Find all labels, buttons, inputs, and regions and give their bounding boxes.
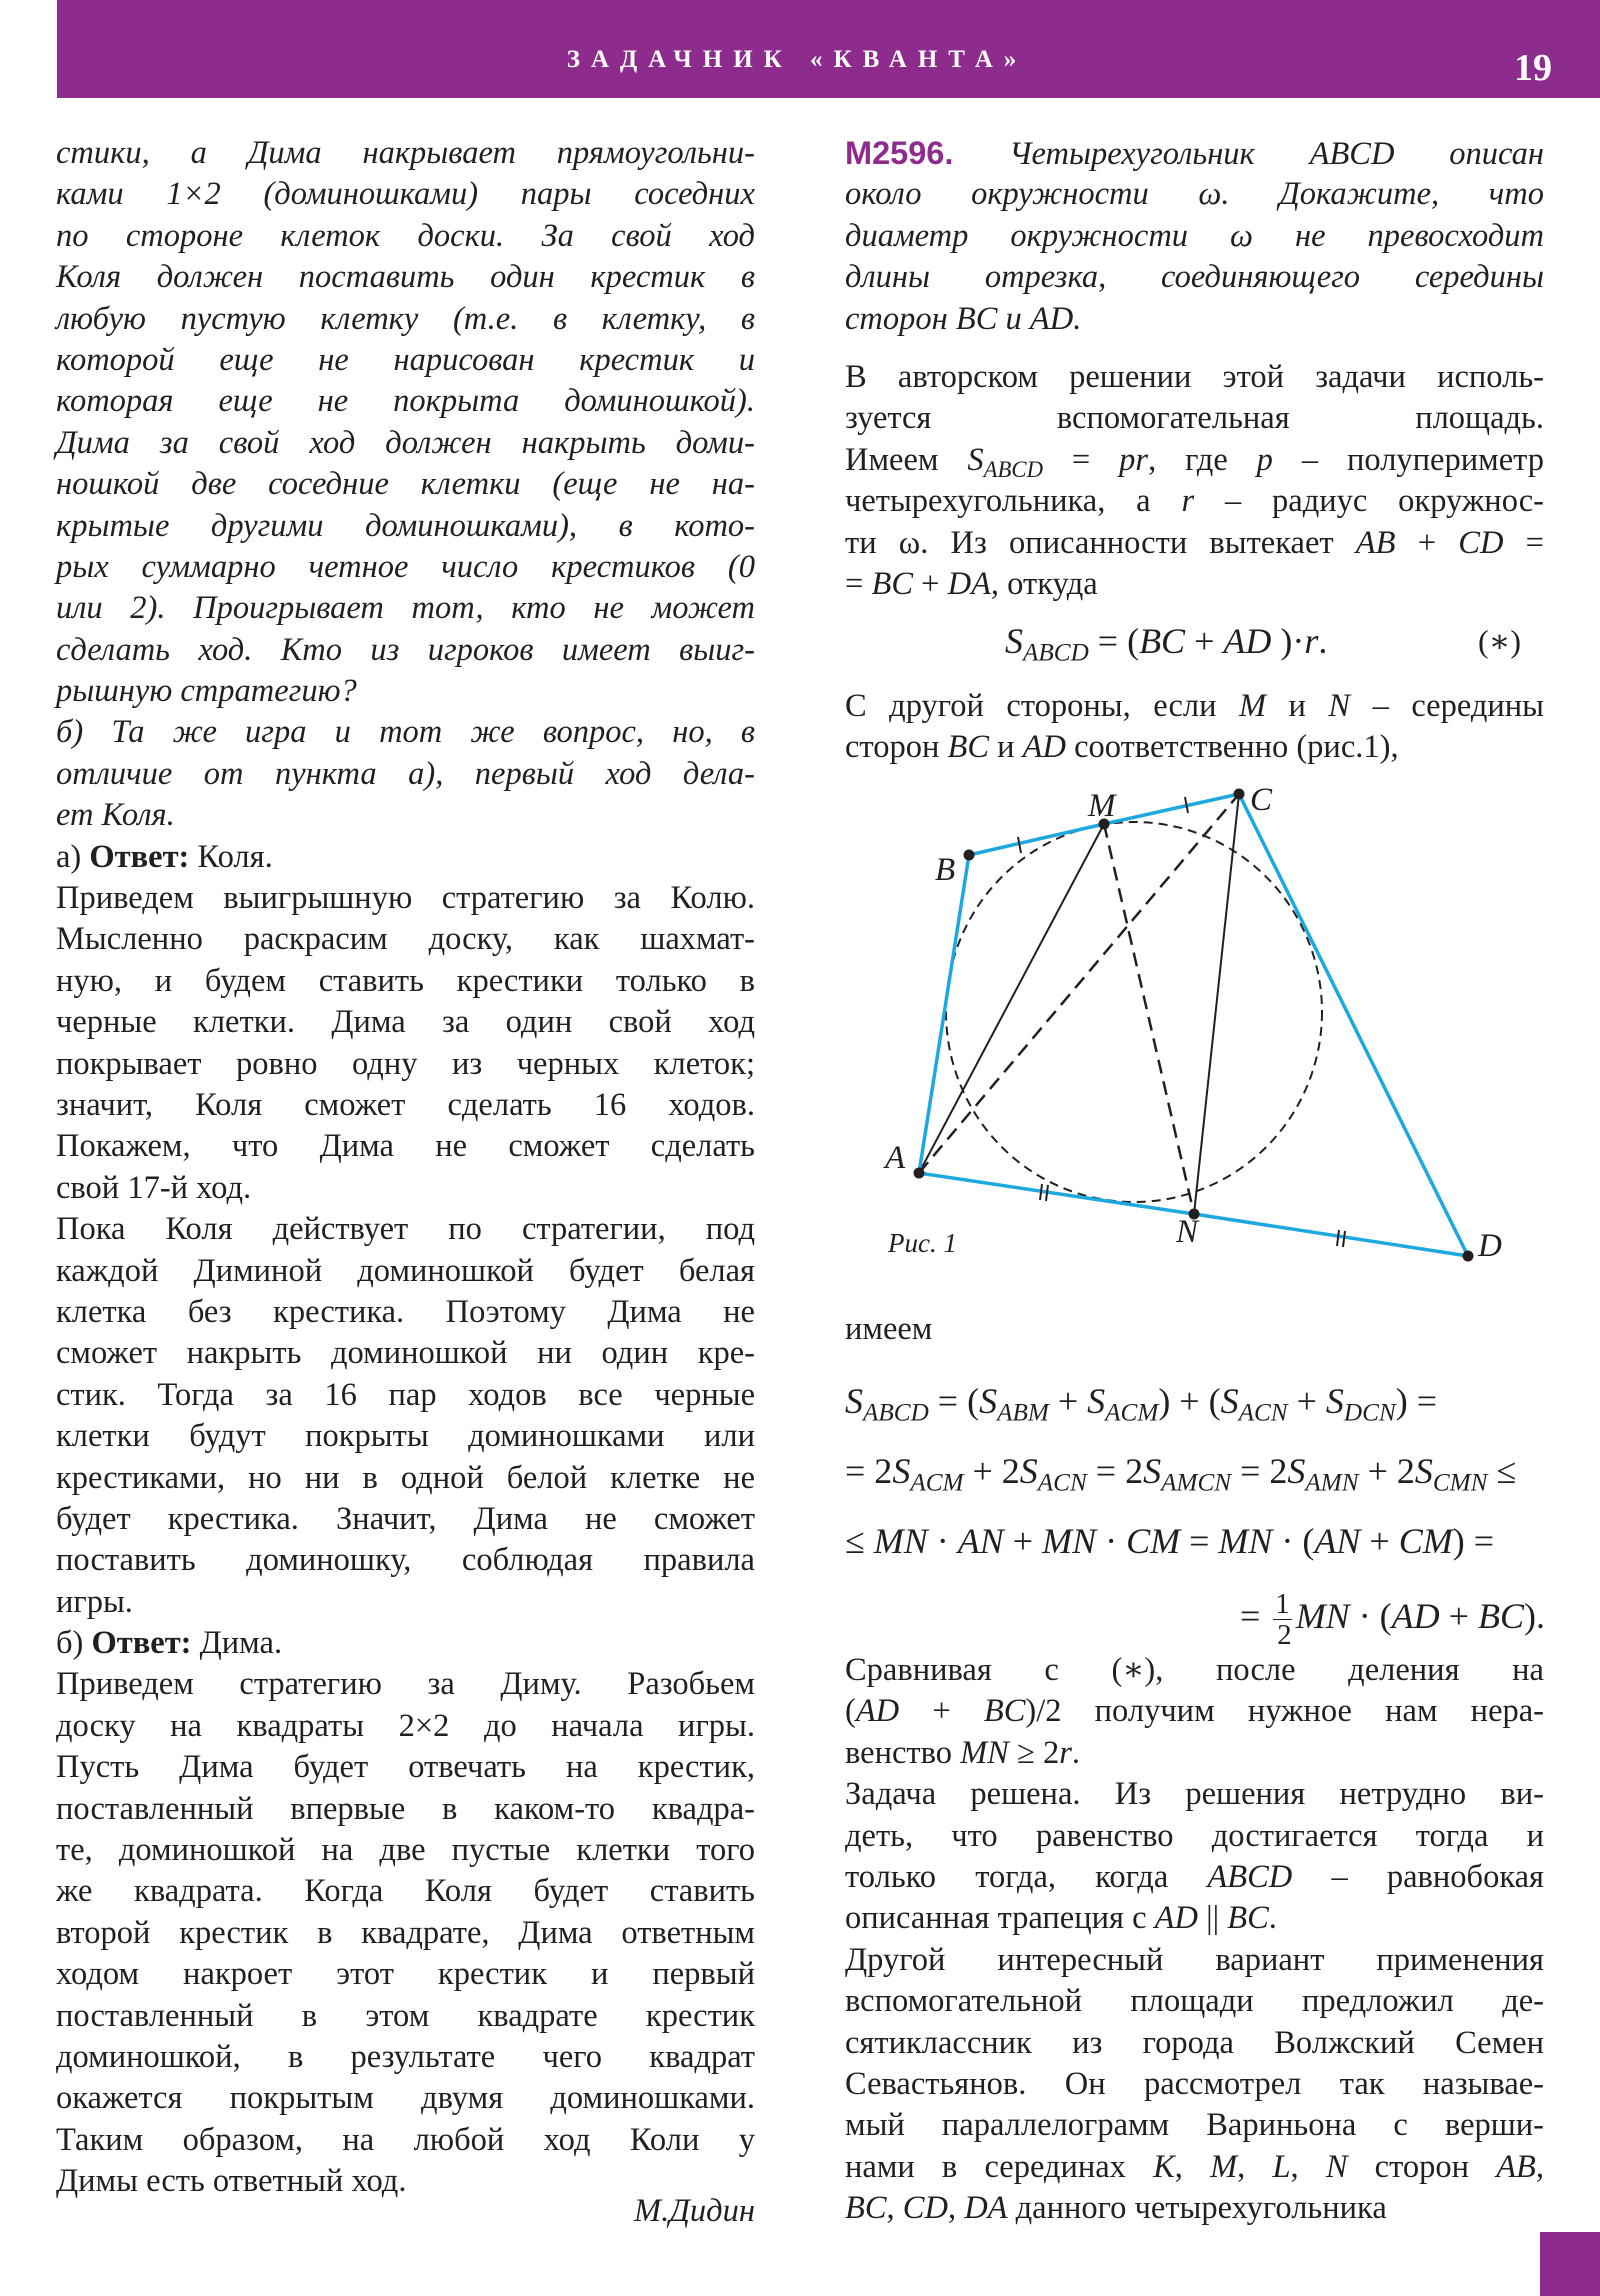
- text-line: Сравнивая с (∗), после деления на: [845, 1652, 1544, 1688]
- text-line: Приведем стратегию за Диму. Разобьем: [56, 1666, 755, 1703]
- text-line: окажется покрытым двумя доминошками.: [56, 2080, 755, 2117]
- text-run: Четырехугольник ABCD описан: [1009, 136, 1544, 172]
- text-line: [845, 1506, 1545, 1576]
- text-line: деть, что равенство достигается тогда и: [845, 1817, 1544, 1854]
- problem-number: M2596.: [845, 135, 1010, 171]
- text-run: · (: [1349, 1596, 1392, 1636]
- text-run: , где: [1148, 441, 1257, 478]
- text-run: M: [1210, 2148, 1238, 2185]
- text-line: клетки будут покрыты доминошками или: [56, 1418, 755, 1455]
- text-run: +: [1185, 621, 1224, 661]
- text-run: MN: [960, 1734, 1009, 1771]
- text-run: , откуда: [990, 565, 1098, 602]
- text-line: поставленный впервые в каком-то квадра-: [56, 1790, 755, 1827]
- text-line: ную, и будем ставить крестики только в: [56, 962, 755, 999]
- text-run: S: [1005, 621, 1023, 661]
- text-line: вспомогательной площади предложил де-: [845, 1983, 1544, 2020]
- text-run: – середины: [1350, 688, 1544, 724]
- text-run: N: [1328, 688, 1351, 724]
- text-run: M: [1238, 688, 1267, 724]
- denominator: 2: [1277, 1619, 1292, 1652]
- text-run: +: [1003, 1521, 1043, 1561]
- text-run: CD: [1458, 524, 1504, 561]
- text-line: [845, 1857, 1544, 1898]
- text-run: описанная трапеция с: [845, 1900, 1155, 1937]
- text-line: Пока Коля действует по стратегии, под: [56, 1211, 755, 1248]
- label-m: M: [1088, 788, 1116, 824]
- text-run: )·: [1271, 621, 1305, 661]
- text-run: сторон: [845, 729, 948, 766]
- label-a: A: [885, 1140, 906, 1176]
- text-run: =: [845, 565, 872, 602]
- text-run: и: [1266, 688, 1329, 724]
- text-run: AD: [1223, 621, 1272, 661]
- text-line: покрывает ровно одну из черных клеток;: [56, 1045, 755, 1082]
- author-signature: М.Дидин: [634, 2193, 755, 2229]
- text-line: которая еще не покрыта доминошкой).: [56, 383, 755, 420]
- subscript: ABCD: [1023, 639, 1089, 667]
- text-line: Мысленно раскрасим доску, как шахмат-: [56, 921, 755, 958]
- answer-label: Ответ:: [89, 838, 190, 875]
- text-line: около окружности ω. Докажите, что: [845, 176, 1544, 213]
- text-run: + 2: [963, 1451, 1020, 1491]
- text-line: ходом накроет этот крестик и первый: [56, 1956, 755, 1993]
- text-run: BC: [871, 565, 913, 602]
- quadrilateral-abcd: [919, 794, 1468, 1256]
- text-run: только тогда, когда: [845, 1858, 1208, 1895]
- text-run: AB: [1496, 2148, 1536, 2185]
- text-line: значит, Коля сможет сделать 16 ходов.: [56, 1086, 755, 1123]
- text-run: AD: [855, 1693, 900, 1730]
- text-run: сторон: [1347, 2148, 1497, 2185]
- subscript: ABM: [997, 1399, 1049, 1427]
- text-run: Имеем: [845, 441, 968, 478]
- text-run: =: [1043, 441, 1120, 478]
- text-line: сятиклассник из города Волжский Семен: [845, 2024, 1544, 2061]
- subscript: ACM: [1105, 1399, 1159, 1427]
- text-run: p: [1256, 441, 1273, 478]
- text-line: поставить доминошку, соблюдая правила: [56, 1542, 755, 1579]
- text-run: DA: [947, 565, 991, 602]
- text-run: .: [1318, 621, 1328, 661]
- page-corner-marker: [1540, 2232, 1600, 2296]
- formula-derivation: [845, 1366, 1545, 1656]
- text-line: клетка без крестика. Поэтому Дима не: [56, 1293, 755, 1330]
- text-line: ками 1×2 (доминошками) пары соседних: [56, 176, 755, 213]
- label-n: N: [1176, 1214, 1199, 1250]
- text-line: игры.: [56, 1583, 133, 1620]
- text-line: Пусть Дима будет отвечать на крестик,: [56, 1749, 755, 1786]
- subscript: DCN: [1343, 1399, 1396, 1427]
- text-run: AD: [1391, 1596, 1440, 1636]
- text-line: Севастьянов. Он рассмотрел так называе-: [845, 2065, 1544, 2102]
- text-run: pr: [1119, 441, 1149, 478]
- text-run: б): [56, 1625, 92, 1662]
- text-line: стик. Тогда за 16 пар ходов все черные: [56, 1376, 755, 1413]
- text-run: BC: [983, 1693, 1026, 1730]
- text-run: MN: [873, 1521, 928, 1561]
- text-run: MN: [1218, 1521, 1273, 1561]
- text-line: которой еще не нарисован крестик и: [56, 341, 755, 378]
- text-run: .: [1268, 1900, 1277, 1937]
- text-run: CD: [902, 2190, 948, 2227]
- text-run: +: [1287, 1381, 1326, 1421]
- text-run: С другой стороны, если: [845, 688, 1239, 724]
- text-run: – равнобокая: [1292, 1858, 1544, 1895]
- text-run: Коля.: [189, 838, 273, 875]
- text-run: MN: [1295, 1596, 1350, 1636]
- segment-mn: [1104, 824, 1194, 1214]
- text-run: соответственно (рис.1),: [1065, 729, 1399, 766]
- text-run: ,: [947, 2190, 965, 2227]
- label-b: B: [935, 852, 956, 888]
- text-run: AD: [1154, 1900, 1198, 1937]
- page-number: 19: [1514, 47, 1552, 89]
- formula-tag: (∗): [1478, 623, 1522, 659]
- text-run: = (: [928, 1381, 980, 1421]
- text-run: BC: [845, 2190, 887, 2227]
- text-line: Коля должен поставить один крестик в: [56, 259, 755, 296]
- text-run: = (: [1088, 621, 1140, 661]
- text-run: ||: [1197, 1900, 1228, 1937]
- text-run: S: [967, 441, 984, 478]
- subscript: AMN: [1305, 1469, 1359, 1497]
- text-run: +: [913, 565, 948, 602]
- text-line: [845, 2188, 1544, 2229]
- text-line: сделать ход. Кто из игроков имеет выиг-: [56, 631, 755, 668]
- label-d: D: [1478, 1228, 1502, 1264]
- text-line: доску на квадраты 2×2 до начала игры.: [56, 1707, 755, 1744]
- text-line: [845, 1898, 1544, 1939]
- text-line: [845, 1436, 1545, 1506]
- text-run: и: [989, 729, 1023, 766]
- label-c: C: [1250, 782, 1273, 818]
- text-run: + 2: [1358, 1451, 1415, 1491]
- text-run: r: [1304, 621, 1319, 661]
- text-run: ).: [1524, 1596, 1545, 1636]
- text-run: а): [56, 838, 90, 875]
- text-line: Димы есть ответный ход.: [56, 2163, 407, 2200]
- text-line: Задача решена. Из решения нетрудно ви-: [845, 1776, 1544, 1813]
- text-run: =: [1180, 1521, 1219, 1561]
- text-run: ABCD: [1207, 1858, 1293, 1895]
- text-run: AN: [1314, 1521, 1361, 1561]
- text-line: крестиками, но ни в одной белой клетке не: [56, 1459, 755, 1496]
- text-line: рышную стратегию?: [56, 673, 357, 710]
- section-title: ЗАДАЧНИК «КВАНТА»: [566, 46, 1028, 73]
- text-run: =: [1239, 1596, 1270, 1636]
- text-line: мый параллелограмм Вариньона с верши-: [845, 2107, 1544, 2144]
- text-line: второй крестик в квадрате, Дима ответным: [56, 1914, 755, 1951]
- text-line: же квадрата. Когда Коля будет ставить: [56, 1873, 755, 1910]
- text-line: Покажем, что Дима не сможет сделать: [56, 1128, 755, 1165]
- text-run: MN: [1042, 1521, 1097, 1561]
- text-run: )/2 получим нужное нам нера-: [1025, 1693, 1544, 1730]
- solution-conclusion: [845, 1650, 1544, 2229]
- text-run: ти ω. Из описанности вытекает: [845, 524, 1356, 561]
- text-run: · (: [1272, 1521, 1315, 1561]
- text-run: BC: [1227, 1900, 1269, 1937]
- text-line: [845, 1366, 1545, 1436]
- text-run: r: [1181, 483, 1195, 520]
- text-line: будет крестика. Значит, Дима не сможет: [56, 1500, 755, 1537]
- text-line: по стороне клеток доски. За свой ход: [56, 217, 755, 254]
- subscript: ABCD: [863, 1399, 929, 1427]
- text-line: свой 17-й ход.: [56, 1169, 252, 1206]
- paragraph: [845, 1774, 1544, 1940]
- text-run: венство: [845, 1734, 961, 1771]
- subscript: CMN: [1432, 1469, 1488, 1497]
- text-run: L: [1272, 2148, 1291, 2185]
- paragraph: [845, 1650, 1544, 1774]
- text-run: = 2: [845, 1451, 893, 1491]
- text-run: BC: [1477, 1596, 1524, 1636]
- text-line: крытые другими доминошками), в кото-: [56, 507, 755, 544]
- text-run: S: [892, 1451, 911, 1491]
- text-run: S: [1287, 1451, 1306, 1491]
- text-line: ношкой две соседние клетки (еще не на-: [56, 466, 755, 503]
- text-run: S: [845, 1381, 863, 1421]
- text-run: = 2: [1231, 1451, 1288, 1491]
- text-run: +: [1395, 524, 1459, 561]
- text-run: Дима.: [191, 1625, 283, 1662]
- subscript: ABCD: [983, 456, 1044, 482]
- text-run: DA: [964, 2190, 1008, 2227]
- text-run: S: [1220, 1381, 1239, 1421]
- text-run: S: [1414, 1451, 1433, 1491]
- text-run: ,: [1237, 2148, 1273, 2185]
- paragraph: [845, 1940, 1544, 2230]
- text-line: Дима за свой ход должен накрыть доми-: [56, 424, 755, 461]
- text-run: AD: [1022, 729, 1066, 766]
- subscript: ACN: [1037, 1469, 1087, 1497]
- text-run: ) + (: [1158, 1381, 1221, 1421]
- segment-nc: [1194, 794, 1239, 1214]
- text-run: нами в серединах: [845, 2148, 1154, 2185]
- text-run: S: [979, 1381, 998, 1421]
- text-line: поставленный в этом квадрате крестик: [56, 1997, 755, 2034]
- text-line: [845, 1576, 1545, 1656]
- text-line: стики, а Дима накрывает прямоугольни-: [56, 135, 755, 171]
- text-run: N: [1325, 2148, 1348, 2185]
- subscript: ACM: [910, 1469, 964, 1497]
- text-run: CM: [1126, 1521, 1181, 1561]
- text-run: – радиус окружнос-: [1194, 483, 1544, 520]
- text-run: данного четырехугольника: [1007, 2190, 1387, 2227]
- text-run: r: [1059, 1734, 1072, 1771]
- text-run: AN: [957, 1521, 1004, 1561]
- text-run: BC: [947, 729, 989, 766]
- subscript: AMCN: [1161, 1469, 1232, 1497]
- text-run: .: [1071, 1734, 1080, 1771]
- text-run: +: [1360, 1521, 1399, 1561]
- fraction: [1273, 1589, 1291, 1650]
- text-run: ,: [886, 2190, 903, 2227]
- text-line: каждой Диминой доминошкой будет белая: [56, 1252, 755, 1289]
- text-line: доминошкой, в результате чего квадрат: [56, 2038, 755, 2075]
- text-line: черные клетки. Дима за один свой ход: [56, 1004, 755, 1041]
- text-line: зуется вспомогательная площадь.: [845, 400, 1544, 437]
- inscribed-circle: [946, 822, 1322, 1202]
- text-run: +: [1439, 1596, 1478, 1636]
- imeem-text: [845, 1309, 1544, 1350]
- text-run: ,: [1535, 2148, 1545, 2185]
- text-line: длины отрезка, соединяющего середины: [845, 259, 1544, 296]
- text-run: ,: [1174, 2148, 1211, 2185]
- text-run: четырехугольника, а: [845, 483, 1182, 520]
- text-line: имеем: [845, 1311, 933, 1347]
- text-line: сторон BC и AD.: [845, 300, 1082, 337]
- text-run: ·: [927, 1521, 958, 1561]
- text-line: В авторском решении этой задачи исполь-: [845, 359, 1544, 395]
- text-line: [845, 2147, 1544, 2188]
- text-run: BC: [1139, 621, 1186, 661]
- text-line: Приведем выигрышную стратегию за Колю.: [56, 880, 755, 917]
- text-line: любую пустую клетку (т.е. в клетку, в: [56, 300, 755, 337]
- answer-label: Ответ:: [91, 1625, 192, 1662]
- text-run: AB: [1355, 524, 1396, 561]
- text-run: ≤: [1487, 1451, 1517, 1491]
- text-line: или 2). Проигрывает тот, кто не может: [56, 590, 755, 627]
- equal-tick-marks: [1018, 797, 1345, 1247]
- text-run: +: [899, 1693, 984, 1730]
- text-run: ) =: [1395, 1381, 1437, 1421]
- text-run: S: [1019, 1451, 1038, 1491]
- subscript: ACN: [1238, 1399, 1288, 1427]
- text-run: S: [1325, 1381, 1344, 1421]
- text-line: Другой интересный вариант применения: [845, 1941, 1544, 1978]
- numerator: 1: [1275, 1588, 1290, 1620]
- text-line: [845, 1691, 1544, 1732]
- text-line: ет Коля.: [56, 797, 175, 834]
- text-run: CM: [1398, 1521, 1453, 1561]
- text-run: =: [1503, 524, 1544, 561]
- text-run: K: [1153, 2148, 1175, 2185]
- text-run: ≤: [845, 1521, 874, 1561]
- text-run: (: [845, 1693, 856, 1730]
- text-line: б) Та же игра и тот же вопрос, но, в: [56, 714, 755, 751]
- text-line: рых суммарно четное число крестиков (0: [56, 548, 755, 585]
- text-run: ·: [1096, 1521, 1127, 1561]
- text-run: S: [1087, 1381, 1106, 1421]
- text-run: S: [1143, 1451, 1162, 1491]
- text-run: = 2: [1086, 1451, 1144, 1491]
- text-run: ,: [1290, 2148, 1326, 2185]
- text-line: Таким образом, на любой ход Коли у: [56, 2121, 755, 2158]
- text-run: ) =: [1452, 1521, 1495, 1561]
- text-line: диаметр окружности ω не превосходит: [845, 217, 1544, 254]
- text-run: – полупериметр: [1272, 441, 1544, 478]
- text-line: отличие от пункта а), первый ход дела-: [56, 755, 755, 792]
- text-run: +: [1048, 1381, 1088, 1421]
- text-line: сможет накрыть доминошкой ни один кре-: [56, 1335, 755, 1372]
- text-line: [845, 1733, 1544, 1774]
- figure-caption: Рис. 1: [888, 1228, 957, 1258]
- text-run: ≥ 2: [1008, 1734, 1060, 1771]
- text-line: те, доминошкой на две пустые клетки того: [56, 1832, 755, 1869]
